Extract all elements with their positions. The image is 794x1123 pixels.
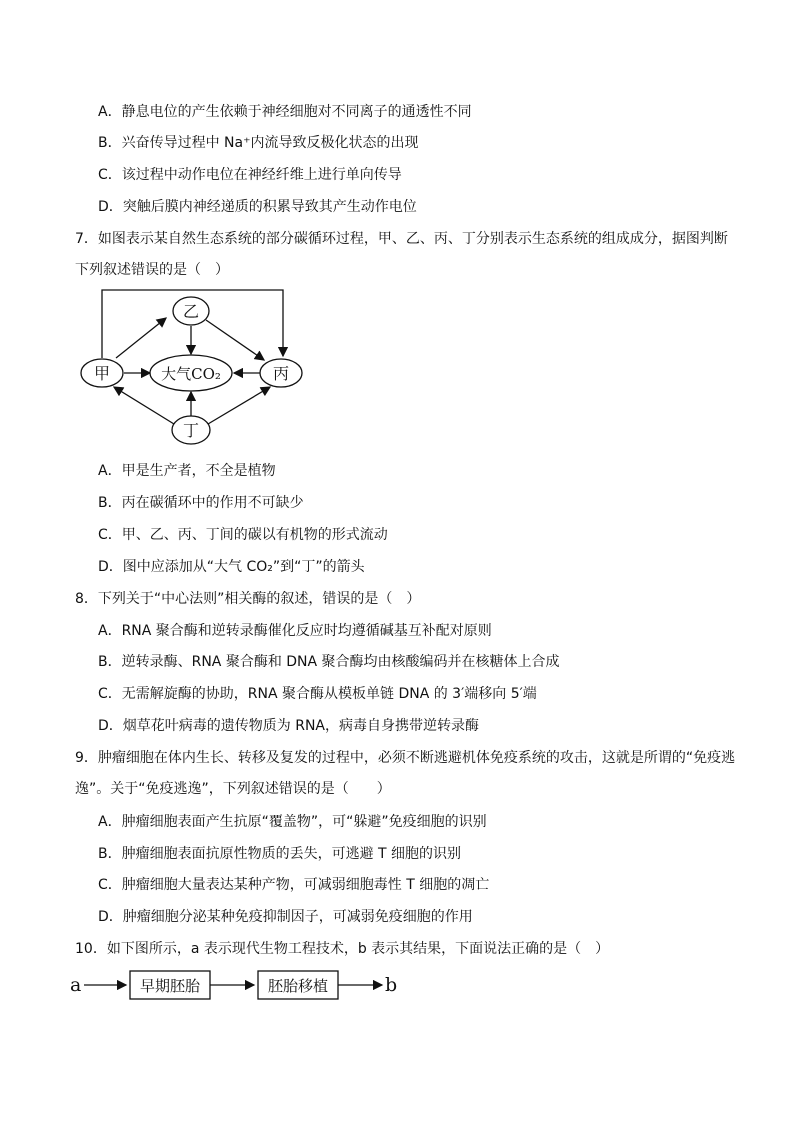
q6-option-d: D．突触后膜内神经递质的积累导致其产生动作电位	[98, 199, 417, 215]
q7-option-d: D．图中应添加从“大气 CO₂”到“丁”的箭头	[98, 559, 365, 575]
q8-option-a: A．RNA 聚合酶和逆转录酶催化反应时均遵循碱基互补配对原则	[98, 623, 492, 639]
q8-option-d: D．烟草花叶病毒的遗传物质为 RNA，病毒自身携带逆转录酶	[98, 718, 480, 734]
q8-stem: 8．下列关于“中心法则”相关酶的叙述，错误的是（ ）	[75, 591, 421, 607]
arrow-ding-jia	[114, 387, 174, 424]
q7-stem-line2: 下列叙述错误的是（ ）	[75, 262, 229, 278]
q8-option-c: C．无需解旋酶的协助，RNA 聚合酶从模板单链 DNA 的 3′端移向 5′端	[98, 686, 537, 702]
q8-option-b: B．逆转录酶、RNA 聚合酶和 DNA 聚合酶均由核酸编码并在核糖体上合成	[98, 654, 560, 670]
label-box1: 早期胚胎	[139, 977, 201, 995]
q10-stem: 10．如下图所示，a 表示现代生物工程技术，b 表示其结果，下面说法正确的是（ ）	[75, 941, 610, 957]
label-b: b	[385, 974, 398, 996]
carbon-cycle-diagram	[78, 288, 308, 448]
label-yi: 乙	[182, 302, 200, 321]
label-a: a	[70, 974, 82, 996]
label-box2: 胚胎移植	[267, 977, 329, 995]
q7-stem-line1: 7．如图表示某自然生态系统的部分碳循环过程，甲、乙、丙、丁分别表示生态系统的组成成分，据图判断	[75, 231, 728, 247]
arrow-jia-yi	[116, 318, 166, 358]
q7-option-b: B．丙在碳循环中的作用不可缺少	[98, 495, 304, 511]
label-ding: 丁	[182, 421, 200, 440]
arrow-yi-bing	[206, 320, 264, 360]
embryo-process-diagram	[68, 968, 408, 1004]
q7-option-a: A．甲是生产者，不全是植物	[98, 463, 276, 479]
q9-option-c: C．肿瘤细胞大量表达某种产物，可减弱细胞毒性 T 细胞的凋亡	[98, 877, 490, 893]
q9-stem-line2: 逸”。关于“免疫逃逸”，下列叙述错误的是（ ）	[75, 781, 391, 797]
label-jia: 甲	[93, 364, 111, 383]
q6-option-c: C．该过程中动作电位在神经纤维上进行单向传导	[98, 167, 402, 183]
q9-stem-line1: 9．肿瘤细胞在体内生长、转移及复发的过程中，必须不断逃避机体免疫系统的攻击，这就是所谓的“免疫逃	[75, 750, 736, 766]
q6-option-a: A．静息电位的产生依赖于神经细胞对不同离子的通透性不同	[98, 104, 472, 120]
q6-option-b: B．兴奋传导过程中 Na⁺内流导致反极化状态的出现	[98, 135, 419, 151]
arrow-ding-bing	[208, 387, 270, 424]
label-bing: 丙	[272, 364, 290, 383]
q9-option-b: B．肿瘤细胞表面抗原性物质的丢失，可逃避 T 细胞的识别	[98, 846, 462, 862]
q7-option-c: C．甲、乙、丙、丁间的碳以有机物的形式流动	[98, 527, 388, 543]
q9-option-d: D．肿瘤细胞分泌某种免疫抑制因子，可减弱免疫细胞的作用	[98, 909, 473, 925]
label-co2: 大气CO₂	[161, 365, 221, 383]
q9-option-a: A．肿瘤细胞表面产生抗原“覆盖物”，可“躲避”免疫细胞的识别	[98, 814, 487, 830]
